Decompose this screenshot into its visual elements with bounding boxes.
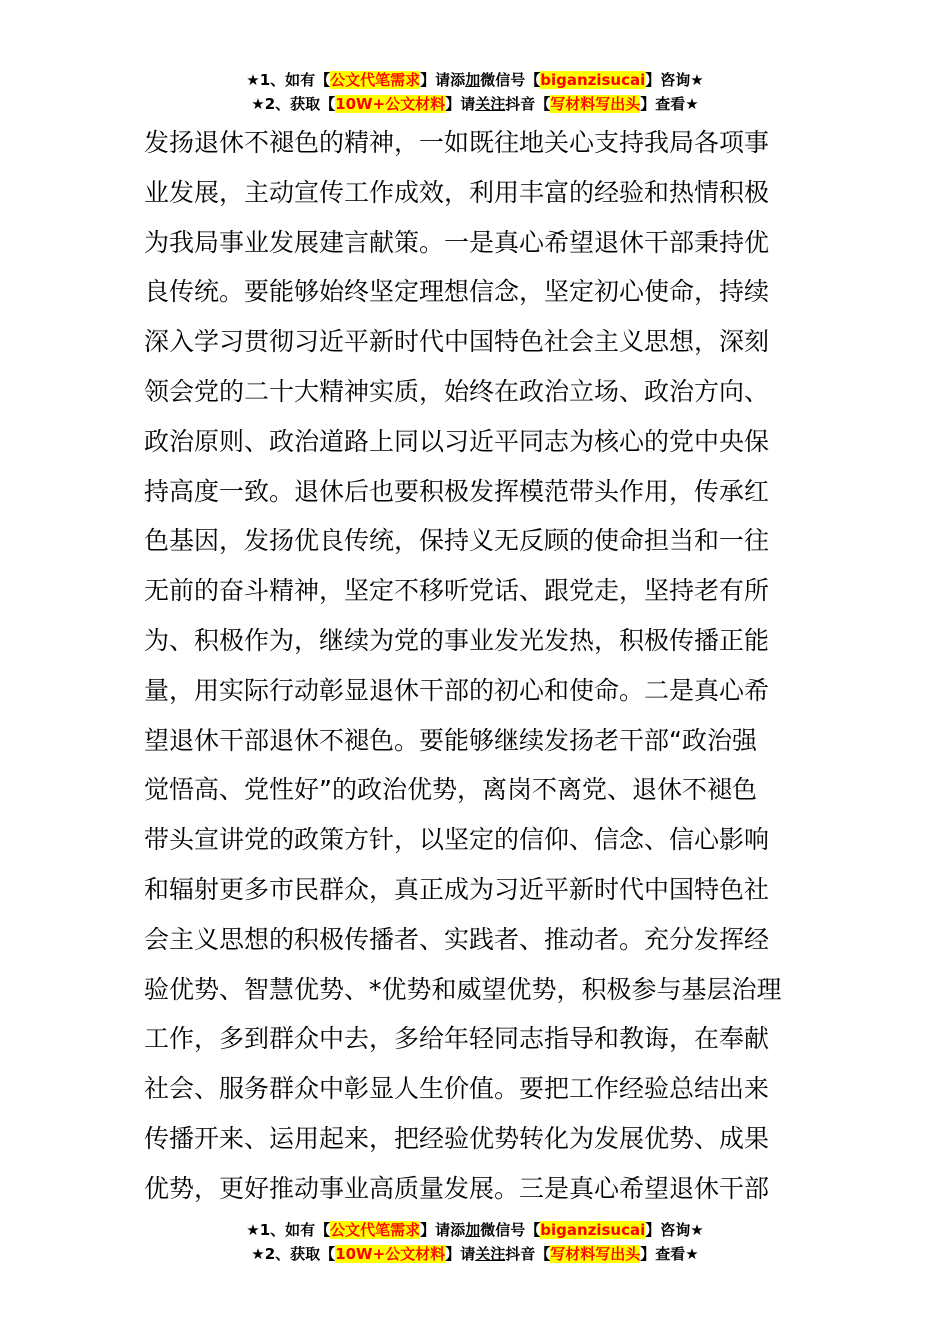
highlight-writing-service: 公文代笔需求 [330, 71, 421, 89]
highlight-materials: 10W+公文材料 [335, 1245, 446, 1263]
body-line: 无前的奋斗精神，坚定不移听党话、跟党走，坚持老有所 [144, 576, 770, 606]
body-line: 和辐射更多市民群众，真正成为习近平新时代中国特色社 [144, 874, 770, 904]
body-line: 传播开来、运用起来，把经验优势转化为发展优势、成果 [144, 1123, 770, 1153]
body-line: 政治原则、政治道路上同以习近平同志为核心的党中央保 [144, 426, 770, 456]
highlight-writing-service: 公文代笔需求 [330, 1221, 421, 1239]
body-line: 工作，多到群众中去，多给年轻同志指导和教诲，在奉献 [144, 1024, 770, 1054]
body-line: 持高度一致。退休后也要积极发挥模范带头作用，传承红 [144, 476, 770, 506]
body-line: 社会、服务群众中彰显人生价值。要把工作经验总结出来 [144, 1074, 770, 1104]
body-line: 验优势、智慧优势、*优势和威望优势，积极参与基层治理 [144, 974, 782, 1004]
body-line: 会主义思想的积极传播者、实践者、推动者。充分发挥经 [144, 924, 770, 954]
highlight-wechat-id: biganzisucai [540, 1221, 646, 1239]
banner-line-1: ★1、如有【公文代笔需求】请添加微信号【biganzisucai】咨询★ [246, 1221, 704, 1239]
body-line: 量，用实际行动彰显退休干部的初心和使命。二是真心希 [144, 675, 770, 705]
body-line: 色基因，发扬优良传统，保持义无反顾的使命担当和一往 [144, 526, 770, 556]
body-line: 为我局事业发展建言献策。一是真心希望退休干部秉持优 [144, 227, 770, 257]
header-banner [0, 68, 950, 116]
banner-line-2: ★2、获取【10W+公文材料】请关注抖音【写材料写出头】查看★ [251, 95, 699, 113]
body-line: 领会党的二十大精神实质，始终在政治立场、政治方向、 [144, 376, 770, 406]
highlight-douyin-account: 写材料写出头 [550, 1245, 641, 1263]
body-line: 深入学习贯彻习近平新时代中国特色社会主义思想，深刻 [144, 327, 770, 357]
document-body [144, 118, 824, 1214]
body-line: 业发展，主动宣传工作成效，利用丰富的经验和热情积极 [144, 177, 770, 207]
highlight-douyin-account: 写材料写出头 [550, 95, 641, 113]
banner-line-1: ★1、如有【公文代笔需求】请添加微信号【biganzisucai】咨询★ [246, 71, 704, 89]
body-line: 为、积极作为，继续为党的事业发光发热，积极传播正能 [144, 625, 770, 655]
body-line: 望退休干部退休不褪色。要能够继续发扬老干部“政治强 [144, 725, 757, 755]
banner-line-2: ★2、获取【10W+公文材料】请关注抖音【写材料写出头】查看★ [251, 1245, 699, 1263]
body-line: 带头宣讲党的政策方针，以坚定的信仰、信念、信心影响 [144, 825, 770, 855]
highlight-materials: 10W+公文材料 [335, 95, 446, 113]
body-line: 觉悟高、党性好”的政治优势，离岗不离党、退休不褪色 [144, 775, 757, 805]
body-line: 发扬退休不褪色的精神，一如既往地关心支持我局各项事 [144, 128, 770, 157]
highlight-wechat-id: biganzisucai [540, 71, 646, 89]
body-line: 良传统。要能够始终坚定理想信念，坚定初心使命，持续 [144, 277, 770, 307]
footer-banner [0, 1218, 950, 1266]
body-line: 优势，更好推动事业高质量发展。三是真心希望退休干部 [144, 1173, 770, 1203]
